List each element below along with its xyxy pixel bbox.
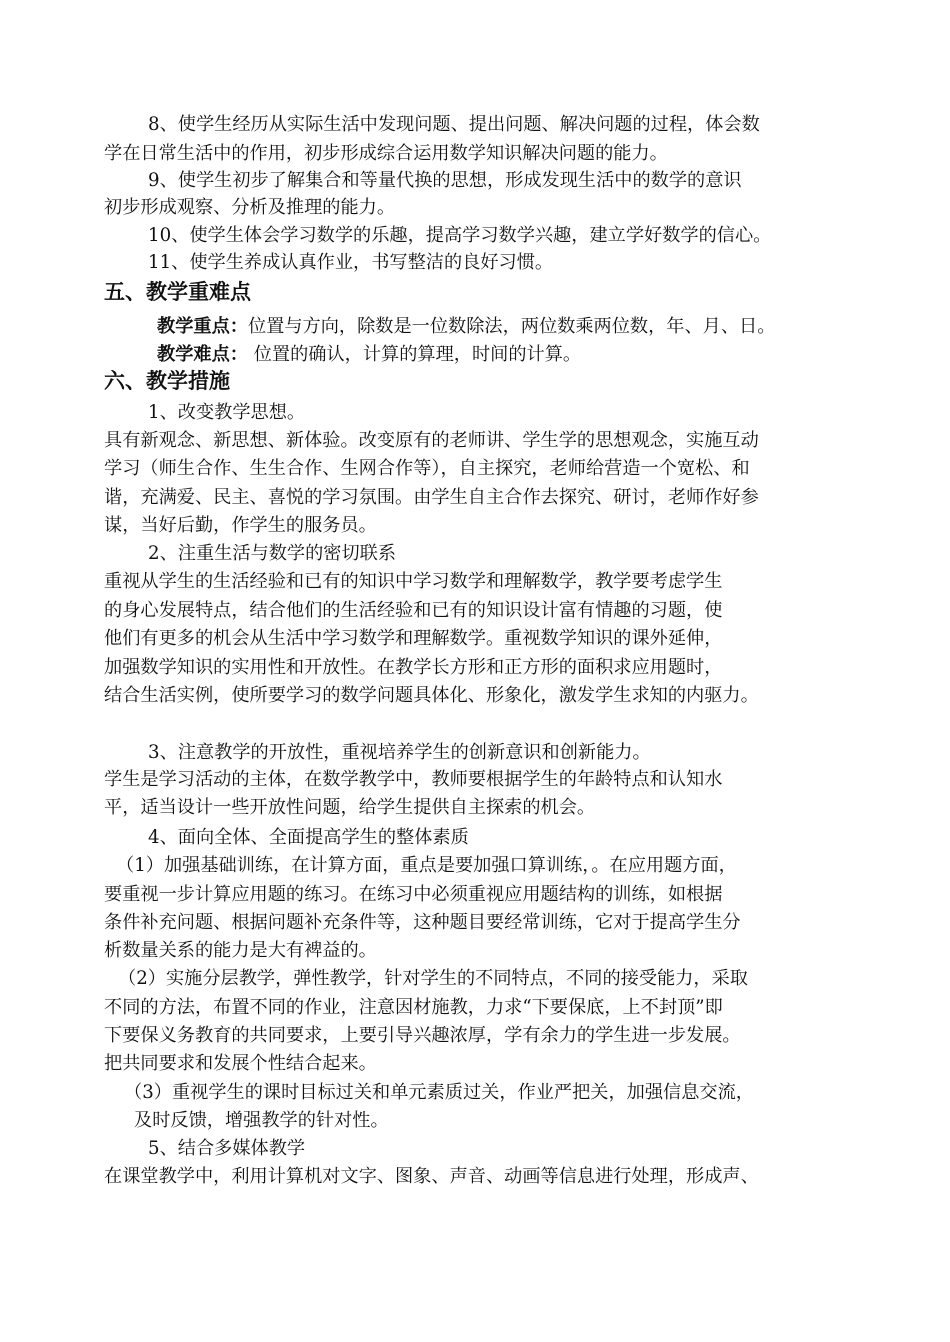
measure-1-line-3: 谐，充满爱、民主、喜悦的学习氛围。由学生自主合作去探究、研讨，老师作好参 [104,487,759,508]
measure-1-line-2: 学习（师生合作、生生合作、生网合作等），自主探究，老师给营造一个宽松、和 [104,458,750,479]
key-points-label: 教学重点： [157,316,248,337]
measure-1-line-1: 具有新观念、新思想、新体验。改变原有的老师讲、学生学的思想观念，实施互动 [104,430,759,451]
difficult-points [157,342,581,368]
measure-4b-line-1: （2）实施分层教学，弹性教学，针对学生的不同特点，不同的接受能力，采取 [118,968,748,989]
measure-5-title: 5、结合多媒体教学 [148,1138,306,1159]
measure-1-line-4: 谋，当好后勤，作学生的服务员。 [104,515,377,536]
section-5-heading: 五、教学重难点 [104,280,251,304]
measure-4c-line-2: 及时反馈，增强教学的针对性。 [134,1110,389,1131]
goal-9-line-1: 9、使学生初步了解集合和等量代换的思想，形成发现生活中的数学的意识 [148,170,742,191]
difficult-points-text: 位置的确认，计算的算理，时间的计算。 [247,344,582,365]
key-points [157,314,775,340]
goal-8-line-2: 学在日常生活中的作用，初步形成综合运用数学知识解决问题的能力。 [104,143,668,164]
measure-4-title: 4、面向全体、全面提高学生的整体素质 [148,827,469,848]
goal-10: 10、使学生体会学习数学的乐趣，提高学习数学兴趣，建立学好数学的信心。 [148,225,772,246]
measure-2-line-3: 他们有更多的机会从生活中学习数学和理解数学。重视数学知识的课外延伸， [104,628,723,649]
measure-4a-line-3: 条件补充问题、根据问题补充条件等，这种题目要经常训练，它对于提高学生分 [104,912,741,933]
measure-2-line-2: 的身心发展特点，结合他们的生活经验和已有的知识设计富有情趣的习题，使 [104,600,723,621]
measure-4a-line-1: （1）加强基础训练，在计算方面，重点是要加强口算训练，。在应用题方面， [116,855,737,876]
measure-2-line-5: 结合生活实例，使所要学习的数学问题具体化、形象化，激发学生求知的内驱力。 [104,685,759,706]
measure-3-line-1: 学生是学习活动的主体，在数学教学中，教师要根据学生的年龄特点和认知水 [104,769,723,790]
measure-2-title: 2、注重生活与数学的密切联系 [148,543,397,564]
goal-11: 11、使学生养成认真作业，书写整洁的良好习惯。 [148,252,554,273]
measure-3-line-2: 平，适当设计一些开放性问题，给学生提供自主探索的机会。 [104,797,596,818]
measure-4c-line-1: （3）重视学生的课时目标过关和单元素质过关，作业严把关，加强信息交流， [124,1082,754,1103]
measure-2-line-4: 加强数学知识的实用性和开放性。在教学长方形和正方形的面积求应用题时， [104,657,723,678]
measure-4a-line-2: 要重视一步计算应用题的练习。在练习中必须重视应用题结构的训练，如根据 [104,884,723,905]
measure-4b-line-2: 不同的方法，布置不同的作业，注意因材施教，力求“下要保底，上不封顶”即 [104,997,723,1018]
measure-4b-line-4: 把共同要求和发展个性结合起来。 [104,1053,377,1074]
measure-4b-line-3: 下要保义务教育的共同要求，上要引导兴趣浓厚，学有余力的学生进一步发展。 [104,1025,741,1046]
measure-2-line-1: 重视从学生的生活经验和已有的知识中学习数学和理解数学，教学要考虑学生 [104,571,723,592]
difficult-points-label: 教学难点： [157,344,248,365]
measure-1-title: 1、改变教学思想。 [148,402,306,423]
section-6-heading: 六、教学措施 [104,369,230,393]
key-points-text: 位置与方向，除数是一位数除法，两位数乘两位数，年、月、日。 [247,316,776,337]
measure-4a-line-4: 析数量关系的能力是大有裨益的。 [104,940,377,961]
measure-3-title: 3、注意教学的开放性，重视培养学生的创新意识和创新能力。 [148,742,651,763]
measure-5-line-1: 在课堂教学中，利用计算机对文字、图象、声音、动画等信息进行处理，形成声、 [104,1166,759,1187]
goal-9-line-2: 初步形成观察、分析及推理的能力。 [104,197,396,218]
goal-8-line-1: 8、使学生经历从实际生活中发现问题、提出问题、解决问题的过程，体会数 [148,114,760,135]
